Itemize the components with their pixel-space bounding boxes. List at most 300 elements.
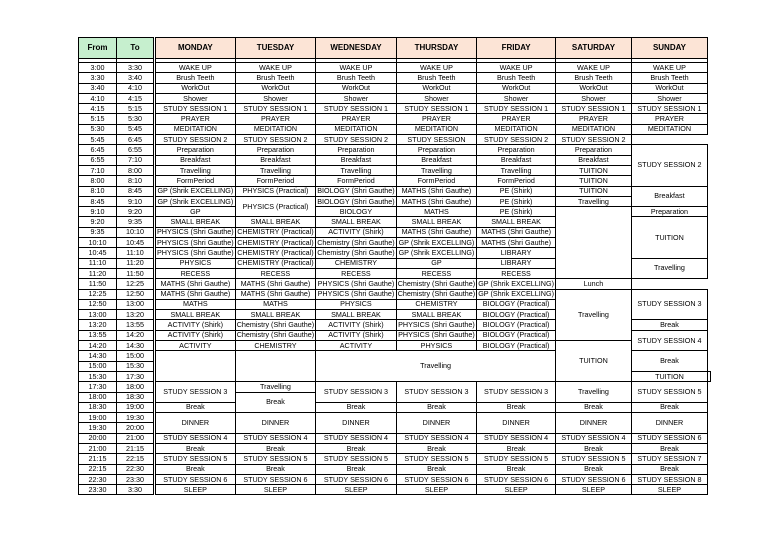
schedule-cell[interactable]: MATHS xyxy=(235,299,316,309)
header-to[interactable]: To xyxy=(117,38,155,59)
schedule-cell[interactable]: GP (Shrik EXCELLING) xyxy=(478,289,554,299)
schedule-cell[interactable]: SMALL BREAK xyxy=(155,217,236,227)
schedule-cell[interactable]: Preparation xyxy=(555,145,631,155)
schedule-cell[interactable]: STUDY SESSION 1 xyxy=(235,104,316,114)
from-time-cell[interactable]: 21:15 xyxy=(79,454,117,464)
schedule-cell[interactable]: GP (Shrik EXCELLING) xyxy=(155,196,236,206)
schedule-cell[interactable]: PHYSICS (Shri Gauthe) xyxy=(155,248,236,258)
to-time-cell[interactable]: 4:15 xyxy=(117,93,155,103)
schedule-cell[interactable]: Breakfast xyxy=(316,155,397,165)
schedule-cell[interactable]: WorkOut xyxy=(396,83,477,93)
to-time-cell[interactable]: 7:10 xyxy=(117,155,155,165)
schedule-cell[interactable]: CHEMISTRY (Practical) xyxy=(235,258,316,268)
from-time-cell[interactable]: 18:30 xyxy=(79,402,117,412)
schedule-cell[interactable]: Travelling xyxy=(555,382,631,403)
schedule-cell[interactable]: Break xyxy=(235,392,316,413)
schedule-cell[interactable]: ACTIVITY xyxy=(155,341,236,351)
schedule-cell[interactable]: SLEEP xyxy=(235,485,316,495)
from-time-cell[interactable]: 19:00 xyxy=(79,413,117,423)
schedule-cell[interactable]: Break xyxy=(396,443,477,453)
schedule-cell[interactable]: MEDITATION xyxy=(631,124,707,134)
schedule-cell[interactable]: RECESS xyxy=(155,268,236,278)
from-time-cell[interactable]: 17:30 xyxy=(79,382,117,392)
schedule-cell[interactable]: PRAYER xyxy=(235,114,316,124)
schedule-cell[interactable]: Travelling xyxy=(555,289,631,340)
schedule-cell[interactable]: MATHS xyxy=(155,299,236,309)
schedule-cell[interactable]: SLEEP xyxy=(477,485,556,495)
schedule-cell[interactable]: Travelling xyxy=(631,258,707,279)
schedule-cell[interactable]: PRAYER xyxy=(631,114,707,124)
schedule-cell[interactable]: CHEMISTRY (Practical) xyxy=(235,227,316,237)
schedule-cell[interactable]: STUDY SESSION 7 xyxy=(631,454,707,464)
from-time-cell[interactable]: 13:20 xyxy=(79,320,117,330)
schedule-cell[interactable]: Brush Teeth xyxy=(555,73,631,83)
schedule-cell[interactable]: MATHS (Shri Gauthe) xyxy=(235,289,316,299)
schedule-cell[interactable]: DINNER xyxy=(396,413,477,434)
schedule-cell[interactable]: Break xyxy=(555,464,631,474)
schedule-cell[interactable]: MATHS (Shri Gauthe) xyxy=(396,227,477,237)
from-time-cell[interactable]: 11:20 xyxy=(79,268,117,278)
schedule-cell[interactable]: STUDY SESSION 6 xyxy=(155,474,236,484)
schedule-cell[interactable]: Shower xyxy=(155,93,236,103)
schedule-cell[interactable]: Travelling xyxy=(316,351,556,382)
schedule-cell[interactable]: PHYSICS (Shri Gauthe) xyxy=(398,320,475,330)
schedule-cell[interactable]: STUDY SESSION 4 xyxy=(396,433,477,443)
schedule-cell[interactable]: CHEMISTRY xyxy=(396,299,477,309)
schedule-cell[interactable]: STUDY SESSION xyxy=(396,135,477,145)
schedule-cell[interactable]: STUDY SESSION 6 xyxy=(477,474,556,484)
from-time-cell[interactable]: 12:25 xyxy=(79,289,117,299)
to-time-cell[interactable]: 18:00 xyxy=(117,382,155,392)
schedule-cell[interactable]: Shower xyxy=(555,93,631,103)
to-time-cell[interactable]: 10:45 xyxy=(117,238,155,248)
schedule-cell[interactable]: FormPeriod xyxy=(235,176,316,186)
to-time-cell[interactable]: 11:20 xyxy=(117,258,155,268)
to-time-cell[interactable]: 9:10 xyxy=(117,196,155,206)
schedule-cell[interactable]: TUITION xyxy=(555,341,631,382)
schedule-cell[interactable]: Break xyxy=(235,443,316,453)
from-time-cell[interactable]: 6:45 xyxy=(79,145,117,155)
schedule-cell[interactable]: STUDY SESSION 1 xyxy=(631,104,707,114)
schedule-cell[interactable]: Travelling xyxy=(316,165,397,175)
schedule-cell[interactable]: Break xyxy=(477,464,556,474)
schedule-cell[interactable]: GP xyxy=(155,207,236,217)
from-time-cell[interactable]: 8:00 xyxy=(79,176,117,186)
schedule-cell[interactable]: Breakfast xyxy=(631,186,707,207)
from-time-cell[interactable]: 18:00 xyxy=(79,392,117,402)
to-time-cell[interactable]: 13:55 xyxy=(117,320,155,330)
from-time-cell[interactable]: 3:00 xyxy=(79,63,117,73)
to-time-cell[interactable]: 22:30 xyxy=(117,464,155,474)
from-time-cell[interactable]: 9:10 xyxy=(79,207,117,217)
schedule-cell[interactable]: Chemistry (Shri Gauthe) xyxy=(397,289,476,299)
schedule-cell[interactable]: Shower xyxy=(396,93,477,103)
schedule-cell[interactable]: STUDY SESSION 3 xyxy=(631,289,707,320)
to-time-cell[interactable]: 9:20 xyxy=(117,207,155,217)
schedule-cell[interactable]: Break xyxy=(155,402,236,412)
schedule-cell[interactable]: STUDY SESSION 2 xyxy=(631,145,707,186)
schedule-cell[interactable]: GP (Shrik EXCELLING) xyxy=(478,278,554,288)
to-time-cell[interactable]: 18:30 xyxy=(117,392,155,402)
schedule-cell[interactable]: WAKE UP xyxy=(477,63,556,73)
schedule-cell[interactable]: Break xyxy=(555,402,631,412)
schedule-cell[interactable]: WorkOut xyxy=(316,83,397,93)
schedule-cell[interactable]: STUDY SESSION 1 xyxy=(396,104,477,114)
from-time-cell[interactable]: 11:10 xyxy=(79,258,117,268)
schedule-cell[interactable]: ACTIVITY (Shirk) xyxy=(316,320,397,330)
schedule-cell[interactable] xyxy=(235,351,316,382)
schedule-cell[interactable]: MATHS (Shri Gauthe) xyxy=(477,238,556,248)
to-time-cell[interactable]: 3:30 xyxy=(117,485,155,495)
schedule-cell[interactable]: Preparation xyxy=(631,207,707,217)
schedule-cell[interactable]: PHYSICS (Practical) xyxy=(235,196,316,217)
schedule-cell[interactable]: MATHS (Shri Gauthe) xyxy=(477,227,556,237)
schedule-cell[interactable]: BIOLOGY (Practical) xyxy=(477,320,556,330)
schedule-cell[interactable]: BIOLOGY (Practical) xyxy=(477,341,556,351)
schedule-cell[interactable]: STUDY SESSION 1 xyxy=(555,104,631,114)
schedule-cell[interactable]: SMALL BREAK xyxy=(316,217,397,227)
schedule-cell[interactable]: PRAYER xyxy=(316,114,397,124)
schedule-cell[interactable]: Shower xyxy=(631,93,707,103)
to-time-cell[interactable]: 11:50 xyxy=(117,268,155,278)
from-time-cell[interactable]: 12:50 xyxy=(79,299,117,309)
schedule-cell[interactable]: MEDITATION xyxy=(555,124,631,134)
to-time-cell[interactable]: 8:45 xyxy=(117,186,155,196)
schedule-cell[interactable]: Shower xyxy=(477,93,556,103)
schedule-cell[interactable]: FormPeriod xyxy=(316,176,397,186)
schedule-cell[interactable]: WAKE UP xyxy=(155,63,236,73)
schedule-cell[interactable]: Travelling xyxy=(155,165,236,175)
schedule-cell[interactable]: WAKE UP xyxy=(235,63,316,73)
schedule-cell[interactable]: Preparation xyxy=(396,145,477,155)
schedule-cell[interactable]: STUDY SESSION 5 xyxy=(555,454,631,464)
schedule-cell[interactable]: FormPeriod xyxy=(477,176,556,186)
schedule-cell[interactable]: SMALL BREAK xyxy=(396,217,477,227)
schedule-cell[interactable]: MEDITATION xyxy=(316,124,397,134)
from-time-cell[interactable]: 6:55 xyxy=(79,155,117,165)
schedule-cell[interactable]: ACTIVITY (Shirk) xyxy=(155,320,236,330)
schedule-cell[interactable]: Lunch xyxy=(555,279,631,289)
schedule-cell[interactable]: STUDY SESSION 1 xyxy=(316,104,397,114)
to-time-cell[interactable]: 14:20 xyxy=(117,330,155,340)
schedule-cell[interactable]: STUDY SESSION 5 xyxy=(155,454,236,464)
from-time-cell[interactable]: 5:30 xyxy=(79,124,117,134)
to-time-cell[interactable]: 17:30 xyxy=(117,371,155,381)
to-time-cell[interactable]: 19:00 xyxy=(117,402,155,412)
schedule-cell[interactable]: Break xyxy=(316,402,397,412)
from-time-cell[interactable]: 22:15 xyxy=(79,464,117,474)
from-time-cell[interactable]: 10:10 xyxy=(79,238,117,248)
schedule-cell[interactable]: STUDY SESSION 4 xyxy=(155,433,236,443)
from-time-cell[interactable]: 3:30 xyxy=(79,73,117,83)
schedule-cell[interactable]: MEDITATION xyxy=(477,124,556,134)
schedule-cell[interactable]: Brush Teeth xyxy=(477,73,556,83)
schedule-cell[interactable]: DINNER xyxy=(316,413,397,434)
schedule-cell[interactable]: PRAYER xyxy=(477,114,556,124)
to-time-cell[interactable]: 14:30 xyxy=(117,341,155,351)
schedule-cell[interactable]: PHYSICS xyxy=(155,258,236,268)
schedule-cell[interactable]: PHYSICS (Practical) xyxy=(235,186,316,196)
schedule-cell[interactable]: Break xyxy=(631,464,707,474)
schedule-cell[interactable]: Preparation xyxy=(155,145,236,155)
schedule-cell[interactable]: BIOLOGY xyxy=(316,207,397,217)
schedule-cell[interactable]: ACTIVITY (Shirk) xyxy=(155,330,236,340)
schedule-cell[interactable]: WorkOut xyxy=(235,83,316,93)
schedule-cell[interactable]: Preparation xyxy=(235,145,316,155)
schedule-cell[interactable]: SMALL BREAK xyxy=(235,310,316,320)
schedule-cell[interactable]: CHEMISTRY (Practical) xyxy=(235,248,316,258)
from-time-cell[interactable]: 7:10 xyxy=(79,165,117,175)
schedule-cell[interactable]: MEDITATION xyxy=(155,124,236,134)
from-time-cell[interactable]: 23:30 xyxy=(79,485,117,495)
schedule-cell[interactable]: Chemistry (Shri Gauthe) xyxy=(317,247,395,257)
schedule-cell[interactable]: DINNER xyxy=(477,413,556,434)
schedule-cell[interactable]: MATHS (Shri Gauthe) xyxy=(396,186,477,196)
schedule-cell[interactable]: WAKE UP xyxy=(396,63,477,73)
schedule-cell[interactable]: DINNER xyxy=(631,413,707,434)
schedule-cell[interactable]: Break xyxy=(477,402,556,412)
schedule-cell[interactable]: MATHS (Shri Gauthe) xyxy=(155,289,236,299)
schedule-cell[interactable]: WAKE UP xyxy=(316,63,397,73)
from-time-cell[interactable]: 4:10 xyxy=(79,93,117,103)
schedule-cell[interactable]: RECESS xyxy=(235,268,316,278)
schedule-cell[interactable]: ACTIVITY (Shirk) xyxy=(316,227,397,237)
schedule-cell[interactable]: WAKE UP xyxy=(555,63,631,73)
schedule-cell[interactable]: STUDY SESSION 5 xyxy=(396,454,477,464)
schedule-cell[interactable]: MEDITATION xyxy=(235,124,316,134)
schedule-cell[interactable]: Break xyxy=(235,464,316,474)
schedule-cell[interactable]: STUDY SESSION 2 xyxy=(155,135,236,145)
schedule-cell[interactable]: WorkOut xyxy=(631,83,707,93)
from-time-cell[interactable]: 5:45 xyxy=(79,135,117,145)
to-time-cell[interactable]: 21:00 xyxy=(117,433,155,443)
schedule-cell[interactable]: PHYSICS (Shri Gauthe) xyxy=(155,238,236,248)
schedule-cell[interactable]: STUDY SESSION 6 xyxy=(631,433,707,443)
schedule-cell[interactable]: PHYSICS xyxy=(316,299,397,309)
schedule-cell[interactable]: GP (Shrik EXCELLING) xyxy=(155,186,236,196)
schedule-cell[interactable]: STUDY SESSION 5 xyxy=(477,454,556,464)
schedule-cell[interactable]: Break xyxy=(316,464,397,474)
schedule-cell[interactable]: Brush Teeth xyxy=(396,73,477,83)
to-time-cell[interactable]: 12:25 xyxy=(117,279,155,289)
schedule-cell[interactable]: STUDY SESSION 6 xyxy=(396,474,477,484)
schedule-cell[interactable]: STUDY SESSION 8 xyxy=(631,474,707,484)
schedule-cell[interactable]: SLEEP xyxy=(555,485,631,495)
schedule-cell[interactable]: Chemistry (Shri Gauthe) xyxy=(397,278,476,288)
from-time-cell[interactable]: 22:30 xyxy=(79,474,117,484)
schedule-cell[interactable]: Brush Teeth xyxy=(316,73,397,83)
from-time-cell[interactable]: 9:35 xyxy=(79,227,117,237)
schedule-cell[interactable]: Break xyxy=(477,443,556,453)
to-time-cell[interactable]: 9:35 xyxy=(117,217,155,227)
schedule-cell[interactable]: STUDY SESSION 3 xyxy=(477,382,556,403)
schedule-cell[interactable]: SLEEP xyxy=(396,485,477,495)
to-time-cell[interactable]: 4:10 xyxy=(117,83,155,93)
schedule-cell[interactable]: PHYSICS (Shri Gauthe) xyxy=(155,227,236,237)
to-time-cell[interactable]: 8:00 xyxy=(117,165,155,175)
schedule-cell[interactable]: PE (Shirk) xyxy=(477,196,556,206)
schedule-cell[interactable]: RECESS xyxy=(477,268,556,278)
schedule-cell[interactable]: CHEMISTRY xyxy=(316,258,397,268)
header-sunday[interactable]: SUNDAY xyxy=(631,38,707,59)
to-time-cell[interactable]: 5:15 xyxy=(117,104,155,114)
schedule-cell[interactable]: STUDY SESSION 6 xyxy=(316,474,397,484)
schedule-cell[interactable]: Travelling xyxy=(555,196,631,206)
schedule-cell[interactable]: SMALL BREAK xyxy=(396,310,477,320)
schedule-cell[interactable]: Break xyxy=(316,443,397,453)
schedule-cell[interactable]: STUDY SESSION 6 xyxy=(555,474,631,484)
schedule-cell[interactable]: BIOLOGY (Practical) xyxy=(477,330,556,340)
header-tuesday[interactable]: TUESDAY xyxy=(235,38,316,59)
schedule-cell[interactable]: MATHS (Shri Gauthe) xyxy=(155,279,236,289)
schedule-cell[interactable]: TUITION xyxy=(631,371,707,381)
schedule-cell[interactable]: BIOLOGY (Practical) xyxy=(477,299,556,309)
schedule-cell[interactable]: MATHS xyxy=(396,207,477,217)
schedule-cell[interactable]: Break xyxy=(155,464,236,474)
schedule-cell[interactable]: STUDY SESSION 4 xyxy=(631,330,707,351)
schedule-cell[interactable]: Preparation xyxy=(477,145,556,155)
schedule-cell[interactable]: Breakfast xyxy=(155,155,236,165)
schedule-cell[interactable]: STUDY SESSION 5 xyxy=(235,454,316,464)
schedule-cell[interactable]: Chemistry (Shri Gauthe) xyxy=(236,330,315,340)
header-wednesday[interactable]: WEDNESDAY xyxy=(316,38,397,59)
schedule-cell[interactable]: STUDY SESSION 4 xyxy=(235,433,316,443)
schedule-cell[interactable]: Shower xyxy=(316,93,397,103)
schedule-cell[interactable]: STUDY SESSION 2 xyxy=(555,135,631,145)
schedule-cell[interactable]: Breakfast xyxy=(235,155,316,165)
schedule-cell[interactable]: DINNER xyxy=(235,413,316,434)
schedule-cell[interactable]: TUITION xyxy=(555,186,631,196)
schedule-cell[interactable]: CHEMISTRY xyxy=(235,341,316,351)
to-time-cell[interactable]: 13:00 xyxy=(117,299,155,309)
to-time-cell[interactable]: 19:30 xyxy=(117,413,155,423)
schedule-cell[interactable]: STUDY SESSION 4 xyxy=(316,433,397,443)
from-time-cell[interactable]: 5:15 xyxy=(79,114,117,124)
from-time-cell[interactable]: 13:00 xyxy=(79,310,117,320)
schedule-cell[interactable]: PHYSICS (Shri Gauthe) xyxy=(398,330,475,340)
schedule-cell[interactable]: BIOLOGY (Shri Gauthe) xyxy=(317,196,395,206)
to-time-cell[interactable]: 12:50 xyxy=(117,289,155,299)
to-time-cell[interactable]: 6:55 xyxy=(117,145,155,155)
schedule-cell[interactable]: STUDY SESSION 2 xyxy=(477,135,556,145)
schedule-cell[interactable] xyxy=(555,207,631,279)
schedule-cell[interactable]: PHYSICS (Shri Gauthe) xyxy=(317,289,395,299)
from-time-cell[interactable]: 19:30 xyxy=(79,423,117,433)
schedule-cell[interactable]: Travelling xyxy=(396,165,477,175)
from-time-cell[interactable]: 14:20 xyxy=(79,341,117,351)
to-time-cell[interactable]: 23:30 xyxy=(117,474,155,484)
schedule-cell[interactable]: WAKE UP xyxy=(631,63,707,73)
schedule-cell[interactable]: PE (Shirk) xyxy=(477,186,556,196)
schedule-cell[interactable]: FormPeriod xyxy=(155,176,236,186)
schedule-cell[interactable]: Break xyxy=(631,351,707,372)
schedule-cell[interactable]: DINNER xyxy=(555,413,631,434)
schedule-cell[interactable]: ACTIVITY (Shirk) xyxy=(316,330,397,340)
header-thursday[interactable]: THURSDAY xyxy=(396,38,477,59)
from-time-cell[interactable]: 4:15 xyxy=(79,104,117,114)
schedule-cell[interactable]: PHYSICS xyxy=(396,341,477,351)
schedule-cell[interactable] xyxy=(155,351,236,382)
schedule-cell[interactable]: Travelling xyxy=(477,165,556,175)
schedule-cell[interactable]: STUDY SESSION 2 xyxy=(235,135,316,145)
to-time-cell[interactable]: 5:30 xyxy=(117,114,155,124)
schedule-cell[interactable]: SMALL BREAK xyxy=(235,217,316,227)
header-friday[interactable]: FRIDAY xyxy=(477,38,556,59)
schedule-cell[interactable]: FormPeriod xyxy=(396,176,477,186)
to-time-cell[interactable]: 6:45 xyxy=(117,135,155,145)
schedule-cell[interactable]: STUDY SESSION 5 xyxy=(316,454,397,464)
schedule-cell[interactable]: BIOLOGY (Shri Gauthe) xyxy=(317,186,395,196)
to-time-cell[interactable]: 3:40 xyxy=(117,73,155,83)
schedule-cell[interactable]: WorkOut xyxy=(477,83,556,93)
from-time-cell[interactable]: 20:00 xyxy=(79,433,117,443)
to-time-cell[interactable]: 15:30 xyxy=(117,361,155,371)
schedule-cell[interactable]: SMALL BREAK xyxy=(155,310,236,320)
header-monday[interactable]: MONDAY xyxy=(155,38,236,59)
schedule-cell[interactable]: TUITION xyxy=(555,176,631,186)
from-time-cell[interactable]: 14:30 xyxy=(79,351,117,361)
schedule-cell[interactable]: Brush Teeth xyxy=(155,73,236,83)
schedule-cell[interactable]: PHYSICS (Shri Gauthe) xyxy=(317,278,395,288)
schedule-cell[interactable]: STUDY SESSION 6 xyxy=(235,474,316,484)
schedule-cell[interactable]: PE (Shirk) xyxy=(477,207,556,217)
from-time-cell[interactable]: 8:10 xyxy=(79,186,117,196)
schedule-cell[interactable]: Chemistry (Shri Gauthe) xyxy=(236,320,315,330)
schedule-cell[interactable]: Break xyxy=(631,320,707,330)
schedule-cell[interactable]: SLEEP xyxy=(316,485,397,495)
schedule-cell[interactable]: PRAYER xyxy=(555,114,631,124)
schedule-cell[interactable]: Breakfast xyxy=(477,155,556,165)
schedule-cell[interactable]: STUDY SESSION 3 xyxy=(316,382,397,403)
from-time-cell[interactable]: 8:45 xyxy=(79,196,117,206)
schedule-cell[interactable]: GP (Shrik EXCELLING) xyxy=(396,238,477,248)
schedule-cell[interactable]: CHEMISTRY (Practical) xyxy=(235,238,316,248)
from-time-cell[interactable]: 10:45 xyxy=(79,248,117,258)
from-time-cell[interactable]: 3:40 xyxy=(79,83,117,93)
schedule-cell[interactable]: Break xyxy=(396,464,477,474)
schedule-cell[interactable]: STUDY SESSION 1 xyxy=(477,104,556,114)
schedule-cell[interactable]: DINNER xyxy=(155,413,236,434)
from-time-cell[interactable]: 15:00 xyxy=(79,361,117,371)
schedule-cell[interactable]: GP xyxy=(396,258,477,268)
schedule-cell[interactable]: STUDY SESSION 3 xyxy=(155,382,236,403)
from-time-cell[interactable]: 21:00 xyxy=(79,443,117,453)
from-time-cell[interactable]: 13:55 xyxy=(79,330,117,340)
to-time-cell[interactable]: 15:00 xyxy=(117,351,155,361)
to-time-cell[interactable]: 3:30 xyxy=(117,63,155,73)
from-time-cell[interactable]: 11:50 xyxy=(79,279,117,289)
schedule-cell[interactable]: Preparation xyxy=(316,145,397,155)
from-time-cell[interactable]: 15:30 xyxy=(79,371,117,381)
schedule-cell[interactable]: Break xyxy=(555,443,631,453)
schedule-cell[interactable]: SLEEP xyxy=(155,485,236,495)
schedule-cell[interactable]: BIOLOGY (Practical) xyxy=(477,310,556,320)
schedule-cell[interactable]: Chemistry (Shri Gauthe) xyxy=(317,237,395,247)
schedule-cell[interactable]: Breakfast xyxy=(396,155,477,165)
schedule-cell[interactable]: Break xyxy=(396,402,477,412)
to-time-cell[interactable]: 5:45 xyxy=(117,124,155,134)
schedule-cell[interactable]: PRAYER xyxy=(396,114,477,124)
to-time-cell[interactable]: 20:00 xyxy=(117,423,155,433)
schedule-cell[interactable]: SMALL BREAK xyxy=(316,310,397,320)
header-from[interactable]: From xyxy=(79,38,117,59)
schedule-cell[interactable]: Break xyxy=(631,443,707,453)
to-time-cell[interactable]: 11:10 xyxy=(117,248,155,258)
schedule-cell[interactable]: ACTIVITY xyxy=(316,341,397,351)
schedule-cell[interactable]: RECESS xyxy=(316,268,397,278)
schedule-cell[interactable]: WorkOut xyxy=(155,83,236,93)
from-time-cell[interactable]: 9:20 xyxy=(79,217,117,227)
